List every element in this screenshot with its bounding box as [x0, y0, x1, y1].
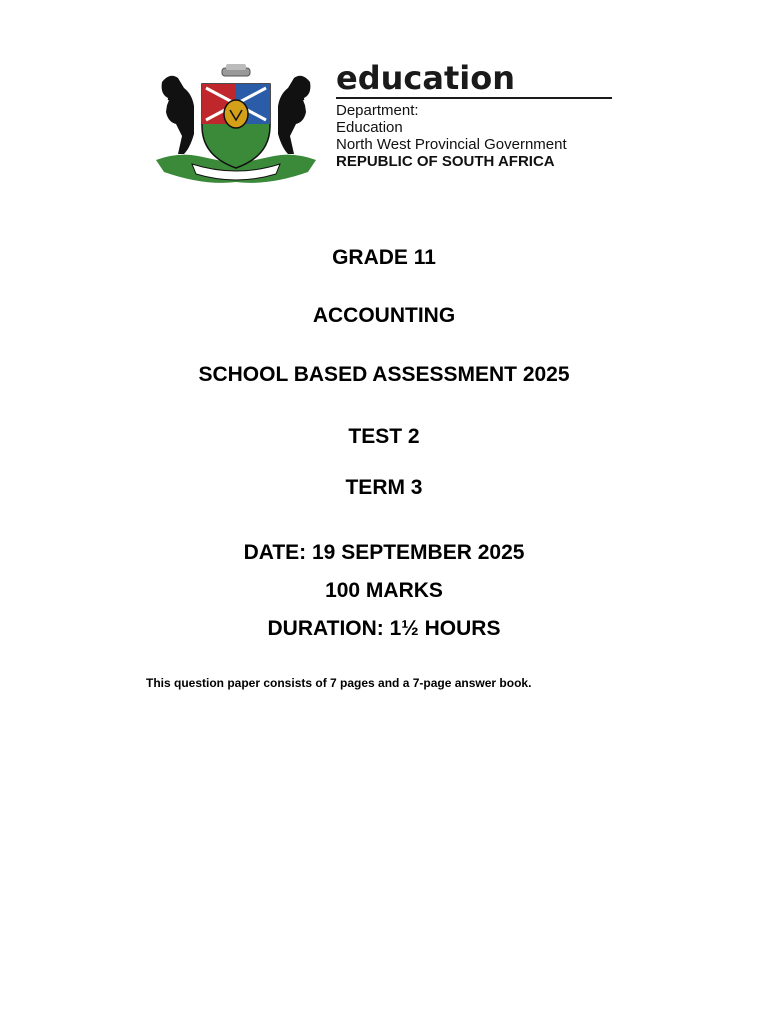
page-count-note: This question paper consists of 7 pages and a 7-page answer book.	[146, 676, 532, 690]
test-heading: TEST 2	[348, 425, 420, 448]
department-name: Education	[336, 119, 403, 136]
grade-heading: GRADE 11	[332, 246, 436, 269]
country-name: REPUBLIC OF SOUTH AFRICA	[336, 153, 555, 170]
department-label: Department:	[336, 102, 419, 119]
exam-duration: DURATION: 1½ HOURS	[267, 617, 501, 640]
total-marks: 100 MARKS	[325, 579, 443, 602]
coat-of-arms-logo	[148, 64, 324, 184]
government-name: North West Provincial Government	[336, 136, 567, 153]
term-heading: TERM 3	[345, 476, 423, 499]
brand-divider	[336, 97, 612, 99]
brand-wordmark: education	[336, 59, 515, 97]
exam-date: DATE: 19 SEPTEMBER 2025	[243, 541, 525, 564]
assessment-heading: SCHOOL BASED ASSESSMENT 2025	[198, 363, 570, 386]
subject-heading: ACCOUNTING	[312, 304, 456, 327]
department-branding	[336, 60, 616, 170]
